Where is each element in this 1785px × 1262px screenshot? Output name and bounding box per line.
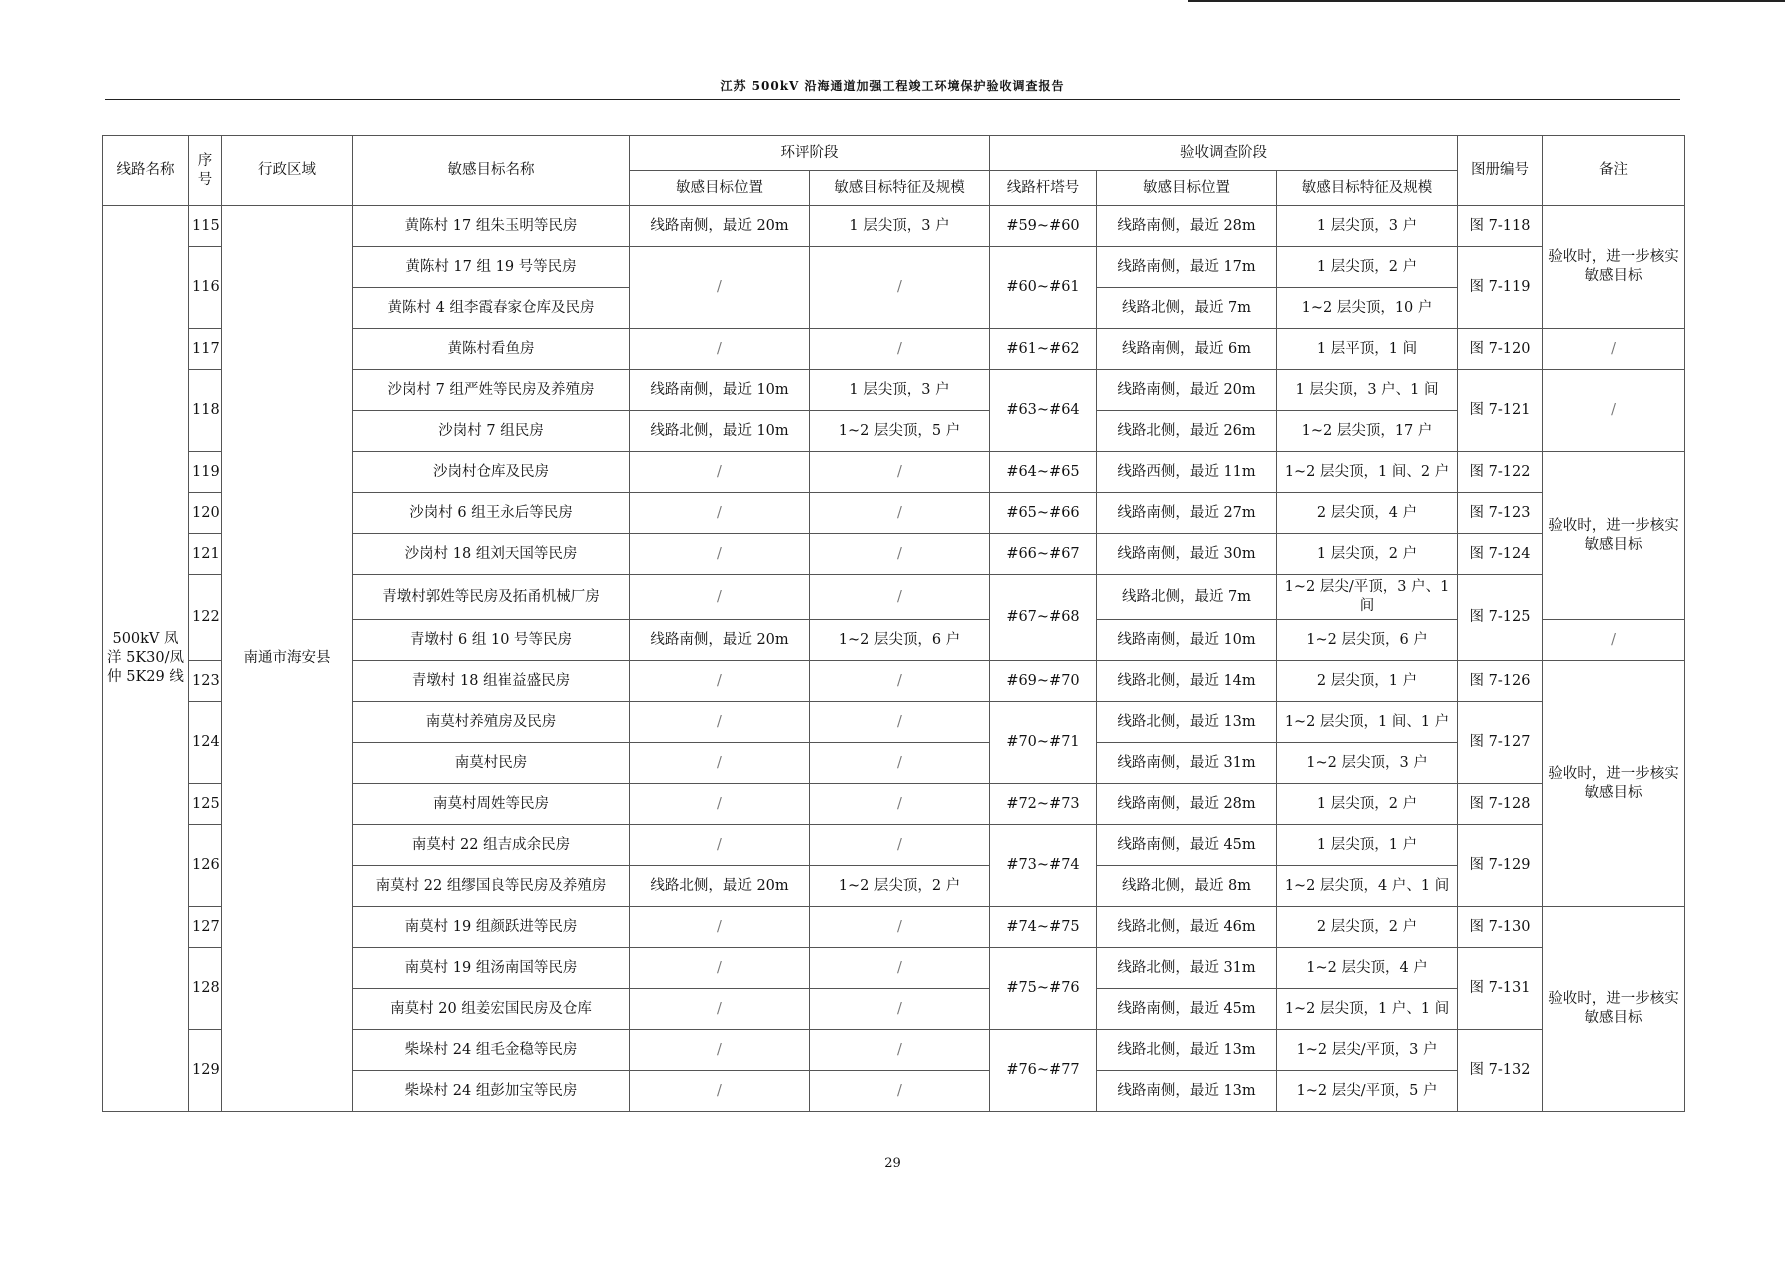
eia-position-cell: / xyxy=(630,948,810,989)
seq-cell: 116 xyxy=(189,247,222,329)
acc-position-cell: 线路南侧，最近 30m xyxy=(1097,534,1277,575)
acc-position-cell: 线路南侧，最近 13m xyxy=(1097,1071,1277,1112)
eia-feature-cell: / xyxy=(810,661,990,702)
figure-cell: 图 7-121 xyxy=(1458,370,1543,452)
acc-position-cell: 线路北侧，最近 46m xyxy=(1097,907,1277,948)
col-line-name: 线路名称 xyxy=(103,136,189,206)
acc-feature-cell: 2 层尖顶，4 户 xyxy=(1277,493,1458,534)
acc-feature-cell: 1 层尖顶，3 户、1 间 xyxy=(1277,370,1458,411)
figure-cell: 图 7-128 xyxy=(1458,784,1543,825)
eia-feature-cell: / xyxy=(810,575,990,620)
target-name-cell: 南莫村养殖房及民房 xyxy=(353,702,630,743)
eia-position-cell: 线路北侧，最近 20m xyxy=(630,866,810,907)
col-tower-no: 线路杆塔号 xyxy=(990,171,1097,206)
table-row xyxy=(103,206,1685,247)
seq-cell: 117 xyxy=(189,329,222,370)
seq-cell: 126 xyxy=(189,825,222,907)
figure-cell: 图 7-122 xyxy=(1458,452,1543,493)
eia-position-cell: / xyxy=(630,493,810,534)
acc-feature-cell: 1~2 层尖顶，1 户、1 间 xyxy=(1277,989,1458,1030)
acc-feature-cell: 1~2 层尖顶，3 户 xyxy=(1277,743,1458,784)
eia-position-cell: / xyxy=(630,1071,810,1112)
tower-cell: #65~#66 xyxy=(990,493,1097,534)
col-remarks: 备注 xyxy=(1543,136,1685,206)
eia-position-cell: 线路北侧，最近 10m xyxy=(630,411,810,452)
seq-cell: 124 xyxy=(189,702,222,784)
remark-cell: 验收时，进一步核实敏感目标 xyxy=(1543,452,1685,620)
acc-feature-cell: 1 层尖顶，2 户 xyxy=(1277,534,1458,575)
col-eia-stage: 环评阶段 xyxy=(630,136,990,171)
target-name-cell: 柴垛村 24 组毛金稳等民房 xyxy=(353,1030,630,1071)
acc-feature-cell: 1~2 层尖顶，10 户 xyxy=(1277,288,1458,329)
acc-position-cell: 线路南侧，最近 20m xyxy=(1097,370,1277,411)
tower-cell: #69~#70 xyxy=(990,661,1097,702)
eia-position-cell: / xyxy=(630,907,810,948)
acc-position-cell: 线路南侧，最近 17m xyxy=(1097,247,1277,288)
seq-cell: 121 xyxy=(189,534,222,575)
eia-position-cell: / xyxy=(630,575,810,620)
eia-feature-cell: 1~2 层尖顶，6 户 xyxy=(810,620,990,661)
target-name-cell: 柴垛村 24 组彭加宝等民房 xyxy=(353,1071,630,1112)
seq-cell: 115 xyxy=(189,206,222,247)
tower-cell: #76~#77 xyxy=(990,1030,1097,1112)
figure-cell: 图 7-118 xyxy=(1458,206,1543,247)
eia-position-cell: / xyxy=(630,661,810,702)
acc-feature-cell: 1 层尖顶，1 户 xyxy=(1277,825,1458,866)
acc-position-cell: 线路南侧，最近 45m xyxy=(1097,825,1277,866)
seq-cell: 125 xyxy=(189,784,222,825)
acc-feature-cell: 1 层尖顶，2 户 xyxy=(1277,784,1458,825)
remark-cell: 验收时，进一步核实敏感目标 xyxy=(1543,907,1685,1112)
acc-position-cell: 线路北侧，最近 8m xyxy=(1097,866,1277,907)
acc-feature-cell: 1~2 层尖顶，6 户 xyxy=(1277,620,1458,661)
col-target-name: 敏感目标名称 xyxy=(353,136,630,206)
eia-feature-cell: / xyxy=(810,534,990,575)
acc-feature-cell: 1~2 层尖/平顶，5 户 xyxy=(1277,1071,1458,1112)
col-region: 行政区域 xyxy=(222,136,353,206)
eia-position-cell: / xyxy=(630,452,810,493)
figure-cell: 图 7-127 xyxy=(1458,702,1543,784)
eia-feature-cell: / xyxy=(810,702,990,743)
eia-feature-cell: / xyxy=(810,1030,990,1071)
figure-cell: 图 7-129 xyxy=(1458,825,1543,907)
target-name-cell: 黄陈村 17 组朱玉明等民房 xyxy=(353,206,630,247)
eia-feature-cell: / xyxy=(810,948,990,989)
acc-position-cell: 线路南侧，最近 28m xyxy=(1097,784,1277,825)
tower-cell: #64~#65 xyxy=(990,452,1097,493)
col-acc-position: 敏感目标位置 xyxy=(1097,171,1277,206)
eia-feature-cell: / xyxy=(810,329,990,370)
eia-feature-cell: 1 层尖顶，3 户 xyxy=(810,206,990,247)
eia-position-cell: / xyxy=(630,989,810,1030)
acc-feature-cell: 1 层尖顶，3 户 xyxy=(1277,206,1458,247)
figure-cell: 图 7-124 xyxy=(1458,534,1543,575)
seq-cell: 122 xyxy=(189,575,222,661)
tower-cell: #72~#73 xyxy=(990,784,1097,825)
acc-feature-cell: 1 层平顶，1 间 xyxy=(1277,329,1458,370)
line-name-cell: 500kV 凤洋 5K30/凤仲 5K29 线 xyxy=(103,206,189,1112)
col-figure-no: 图册编号 xyxy=(1458,136,1543,206)
target-name-cell: 青墩村 6 组 10 号等民房 xyxy=(353,620,630,661)
acc-feature-cell: 1~2 层尖顶，17 户 xyxy=(1277,411,1458,452)
acc-feature-cell: 1~2 层尖顶，4 户 xyxy=(1277,948,1458,989)
seq-cell: 120 xyxy=(189,493,222,534)
remark-cell: / xyxy=(1543,620,1685,661)
remark-cell: / xyxy=(1543,370,1685,452)
eia-position-cell: / xyxy=(630,743,810,784)
target-name-cell: 黄陈村 17 组 19 号等民房 xyxy=(353,247,630,288)
acc-feature-cell: 1 层尖顶，2 户 xyxy=(1277,247,1458,288)
eia-feature-cell: 1~2 层尖顶，5 户 xyxy=(810,411,990,452)
acc-position-cell: 线路北侧，最近 13m xyxy=(1097,1030,1277,1071)
top-rule xyxy=(1188,0,1785,2)
acc-position-cell: 线路北侧，最近 14m xyxy=(1097,661,1277,702)
tower-cell: #74~#75 xyxy=(990,907,1097,948)
eia-feature-cell: / xyxy=(810,452,990,493)
acc-position-cell: 线路北侧，最近 7m xyxy=(1097,288,1277,329)
acc-position-cell: 线路南侧，最近 10m xyxy=(1097,620,1277,661)
remark-cell: 验收时，进一步核实敏感目标 xyxy=(1543,206,1685,329)
eia-position-cell: 线路南侧，最近 20m xyxy=(630,206,810,247)
col-eia-position: 敏感目标位置 xyxy=(630,171,810,206)
target-name-cell: 南莫村 19 组汤南国等民房 xyxy=(353,948,630,989)
acc-position-cell: 线路南侧，最近 31m xyxy=(1097,743,1277,784)
eia-position-cell: / xyxy=(630,784,810,825)
eia-position-cell: 线路南侧，最近 10m xyxy=(630,370,810,411)
report-header-title: 江苏 500kV 沿海通道加强工程竣工环境保护验收调查报告 xyxy=(720,79,1065,93)
tower-cell: #61~#62 xyxy=(990,329,1097,370)
figure-cell: 图 7-123 xyxy=(1458,493,1543,534)
eia-feature-cell: / xyxy=(810,784,990,825)
tower-cell: #59~#60 xyxy=(990,206,1097,247)
target-name-cell: 南莫村民房 xyxy=(353,743,630,784)
header-rule xyxy=(105,99,1680,100)
remark-cell: / xyxy=(1543,329,1685,370)
seq-cell: 127 xyxy=(189,907,222,948)
eia-feature-cell: / xyxy=(810,1071,990,1112)
eia-position-cell: 线路南侧，最近 20m xyxy=(630,620,810,661)
target-name-cell: 南莫村 20 组姜宏国民房及仓库 xyxy=(353,989,630,1030)
col-seq: 序号 xyxy=(189,136,222,206)
figure-cell: 图 7-125 xyxy=(1458,575,1543,661)
figure-cell: 图 7-126 xyxy=(1458,661,1543,702)
eia-position-cell: / xyxy=(630,702,810,743)
target-name-cell: 南莫村 22 组吉成余民房 xyxy=(353,825,630,866)
figure-cell: 图 7-130 xyxy=(1458,907,1543,948)
eia-position-cell: / xyxy=(630,247,810,329)
tower-cell: #70~#71 xyxy=(990,702,1097,784)
eia-position-cell: / xyxy=(630,1030,810,1071)
eia-position-cell: / xyxy=(630,534,810,575)
acc-position-cell: 线路北侧，最近 31m xyxy=(1097,948,1277,989)
acc-position-cell: 线路南侧，最近 27m xyxy=(1097,493,1277,534)
figure-cell: 图 7-131 xyxy=(1458,948,1543,1030)
eia-feature-cell: / xyxy=(810,825,990,866)
seq-cell: 128 xyxy=(189,948,222,1030)
tower-cell: #63~#64 xyxy=(990,370,1097,452)
remark-cell: 验收时，进一步核实敏感目标 xyxy=(1543,661,1685,907)
figure-cell: 图 7-120 xyxy=(1458,329,1543,370)
tower-cell: #75~#76 xyxy=(990,948,1097,1030)
eia-feature-cell: / xyxy=(810,907,990,948)
target-name-cell: 沙岗村 18 组刘天国等民房 xyxy=(353,534,630,575)
figure-cell: 图 7-119 xyxy=(1458,247,1543,329)
seq-cell: 119 xyxy=(189,452,222,493)
tower-cell: #73~#74 xyxy=(990,825,1097,907)
seq-cell: 118 xyxy=(189,370,222,452)
eia-feature-cell: / xyxy=(810,247,990,329)
acc-feature-cell: 1~2 层尖/平顶，3 户 xyxy=(1277,1030,1458,1071)
tower-cell: #67~#68 xyxy=(990,575,1097,661)
col-eia-feature: 敏感目标特征及规模 xyxy=(810,171,990,206)
acc-position-cell: 线路北侧，最近 7m xyxy=(1097,575,1277,620)
target-name-cell: 沙岗村 7 组民房 xyxy=(353,411,630,452)
acc-position-cell: 线路南侧，最近 45m xyxy=(1097,989,1277,1030)
acc-position-cell: 线路北侧，最近 26m xyxy=(1097,411,1277,452)
target-name-cell: 黄陈村看鱼房 xyxy=(353,329,630,370)
target-name-cell: 南莫村 22 组缪国良等民房及养殖房 xyxy=(353,866,630,907)
page-number: 29 xyxy=(884,1156,901,1171)
target-name-cell: 青墩村郭姓等民房及拓甬机械厂房 xyxy=(353,575,630,620)
acc-position-cell: 线路南侧，最近 6m xyxy=(1097,329,1277,370)
acc-feature-cell: 2 层尖顶，2 户 xyxy=(1277,907,1458,948)
acc-feature-cell: 2 层尖顶，1 户 xyxy=(1277,661,1458,702)
tower-cell: #66~#67 xyxy=(990,534,1097,575)
eia-feature-cell: / xyxy=(810,989,990,1030)
target-name-cell: 沙岗村 6 组王永后等民房 xyxy=(353,493,630,534)
figure-cell: 图 7-132 xyxy=(1458,1030,1543,1112)
col-acceptance-stage: 验收调查阶段 xyxy=(990,136,1458,171)
eia-feature-cell: 1 层尖顶，3 户 xyxy=(810,370,990,411)
sensitive-targets-table xyxy=(102,135,1685,1112)
target-name-cell: 黄陈村 4 组李霞春家仓库及民房 xyxy=(353,288,630,329)
seq-cell: 129 xyxy=(189,1030,222,1112)
col-acc-feature: 敏感目标特征及规模 xyxy=(1277,171,1458,206)
acc-position-cell: 线路西侧，最近 11m xyxy=(1097,452,1277,493)
region-cell: 南通市海安县 xyxy=(222,206,353,1112)
target-name-cell: 青墩村 18 组崔益盛民房 xyxy=(353,661,630,702)
target-name-cell: 沙岗村仓库及民房 xyxy=(353,452,630,493)
eia-position-cell: / xyxy=(630,825,810,866)
acc-feature-cell: 1~2 层尖/平顶，3 户、1 间 xyxy=(1277,575,1458,620)
target-name-cell: 南莫村周姓等民房 xyxy=(353,784,630,825)
acc-feature-cell: 1~2 层尖顶，1 间、2 户 xyxy=(1277,452,1458,493)
eia-feature-cell: / xyxy=(810,493,990,534)
acc-position-cell: 线路北侧，最近 13m xyxy=(1097,702,1277,743)
eia-feature-cell: 1~2 层尖顶，2 户 xyxy=(810,866,990,907)
acc-feature-cell: 1~2 层尖顶，4 户、1 间 xyxy=(1277,866,1458,907)
target-name-cell: 南莫村 19 组颜跃进等民房 xyxy=(353,907,630,948)
acc-feature-cell: 1~2 层尖顶，1 间、1 户 xyxy=(1277,702,1458,743)
target-name-cell: 沙岗村 7 组严姓等民房及养殖房 xyxy=(353,370,630,411)
eia-feature-cell: / xyxy=(810,743,990,784)
seq-cell: 123 xyxy=(189,661,222,702)
acc-position-cell: 线路南侧，最近 28m xyxy=(1097,206,1277,247)
eia-position-cell: / xyxy=(630,329,810,370)
tower-cell: #60~#61 xyxy=(990,247,1097,329)
